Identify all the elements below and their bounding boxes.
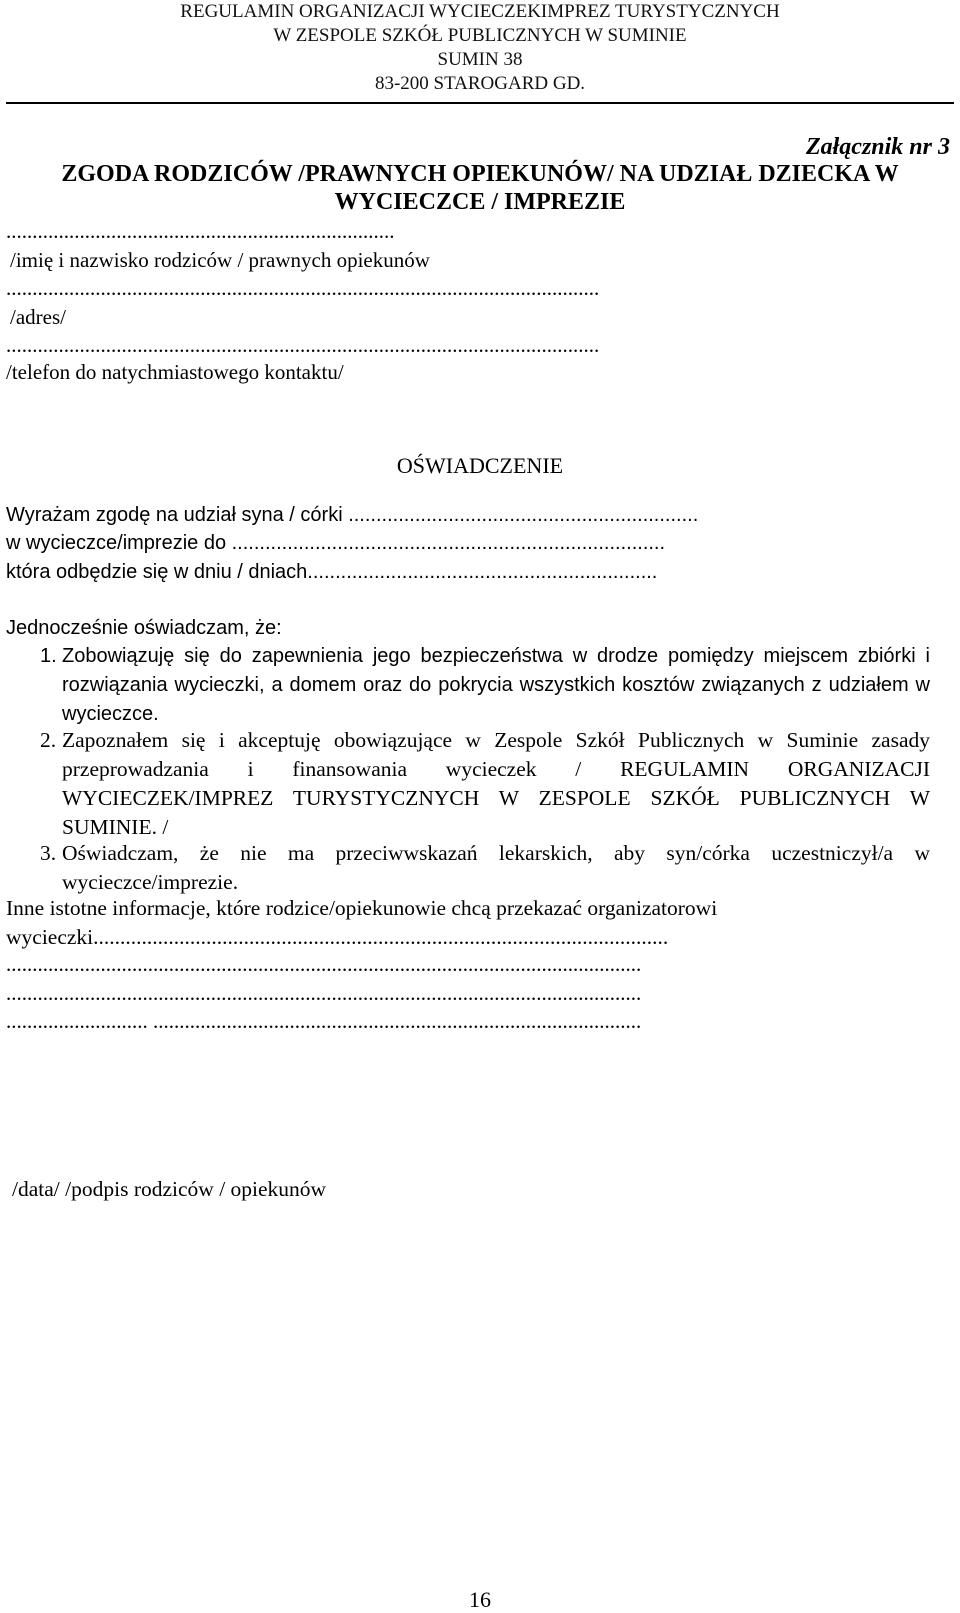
address-field-label: /adres/ (10, 305, 66, 329)
annex-label: Załącznik nr 3 (805, 134, 950, 160)
other-info-dots-1: ......................................................................................................................... (6, 952, 642, 976)
declaration-text-1: Zobowiązuję się do zapewnienia jego bezpieczeństwa w drodze pomiędzy miejscem zbiórki i rozwiązania wycieczki, a domem oraz do pokrycia wszystkich kosztów związanych z udziałem w wycieczce. (62, 645, 930, 725)
declaration-item-2 (40, 726, 930, 842)
signature-label: /data/ /podpis rodziców / opiekunów (12, 1177, 327, 1201)
other-info-line-2: wycieczki........................................................................................................... (6, 925, 669, 949)
other-info-dots-3: ........................... ............................................................................................. (6, 1009, 642, 1033)
address-dots-field: ................................................................................................................. (6, 276, 600, 300)
declaration-number-3: 3. (40, 841, 57, 865)
page-number: 16 (469, 1587, 491, 1612)
declaration-item-3 (40, 839, 930, 897)
consent-line-1: Wyrażam zgodę na udział syna / córki ............................................................... (6, 504, 699, 526)
name-dots-field: .......................................................................... (6, 219, 395, 243)
header-line-4: 83-200 STAROGARD GD. (374, 73, 586, 94)
phone-dots-field: ................................................................................................................. (6, 333, 600, 357)
other-info-dots-2: ......................................................................................................................... (6, 981, 642, 1005)
declaration-intro: Jednocześnie oświadczam, że: (6, 617, 282, 639)
other-info-line-1: Inne istotne informacje, które rodzice/opiekunowie chcą przekazać organizatorowi (6, 896, 718, 920)
header-line-3: SUMIN 38 (437, 49, 523, 70)
declaration-number-2: 2. (40, 728, 57, 752)
declaration-number-1: 1. (40, 645, 57, 667)
header-line-1: REGULAMIN ORGANIZACJI WYCIECZEKIMPREZ TURYSTYCZNYCH (180, 1, 780, 22)
header-divider (6, 102, 954, 104)
declaration-text-3: Oświadczam, że nie ma przeciwwskazań lekarskich, aby syn/córka uczestniczył/a w wycieczce/imprezie. (62, 841, 930, 894)
phone-field-label: /telefon do natychmiastowego kontaktu/ (6, 360, 344, 384)
consent-line-2: w wycieczce/imprezie do .............................................................................. (6, 532, 666, 554)
name-field-label: /imię i nazwisko rodziców / prawnych opiekunów (10, 248, 430, 272)
document-header (0, 0, 960, 96)
statement-heading: OŚWIADCZENIE (396, 453, 564, 478)
title-line-2: WYCIECZCE / IMPREZIE (334, 189, 626, 215)
header-line-2: W ZESPOLE SZKÓŁ PUBLICZNYCH W SUMINIE (273, 25, 687, 46)
declaration-text-2: Zapoznałem się i akceptuję obowiązujące w Zespole Szkół Publicznych w Suminie zasady przeprowadzania i finansowania wycieczek / REGULAMIN ORGANIZACJI WYCIECZEK/IMPREZ TURYSTYCZNYCH W ZESPOLE SZKÓŁ PUBLICZNYCH W SUMINIE. / (62, 728, 930, 839)
title-line-1: ZGODA RODZICÓW /PRAWNYCH OPIEKUNÓW/ NA UDZIAŁ DZIECKA W (61, 161, 899, 187)
consent-line-3: która odbędzie się w dniu / dniach............................................................... (6, 561, 658, 583)
declaration-item-1 (40, 642, 930, 729)
